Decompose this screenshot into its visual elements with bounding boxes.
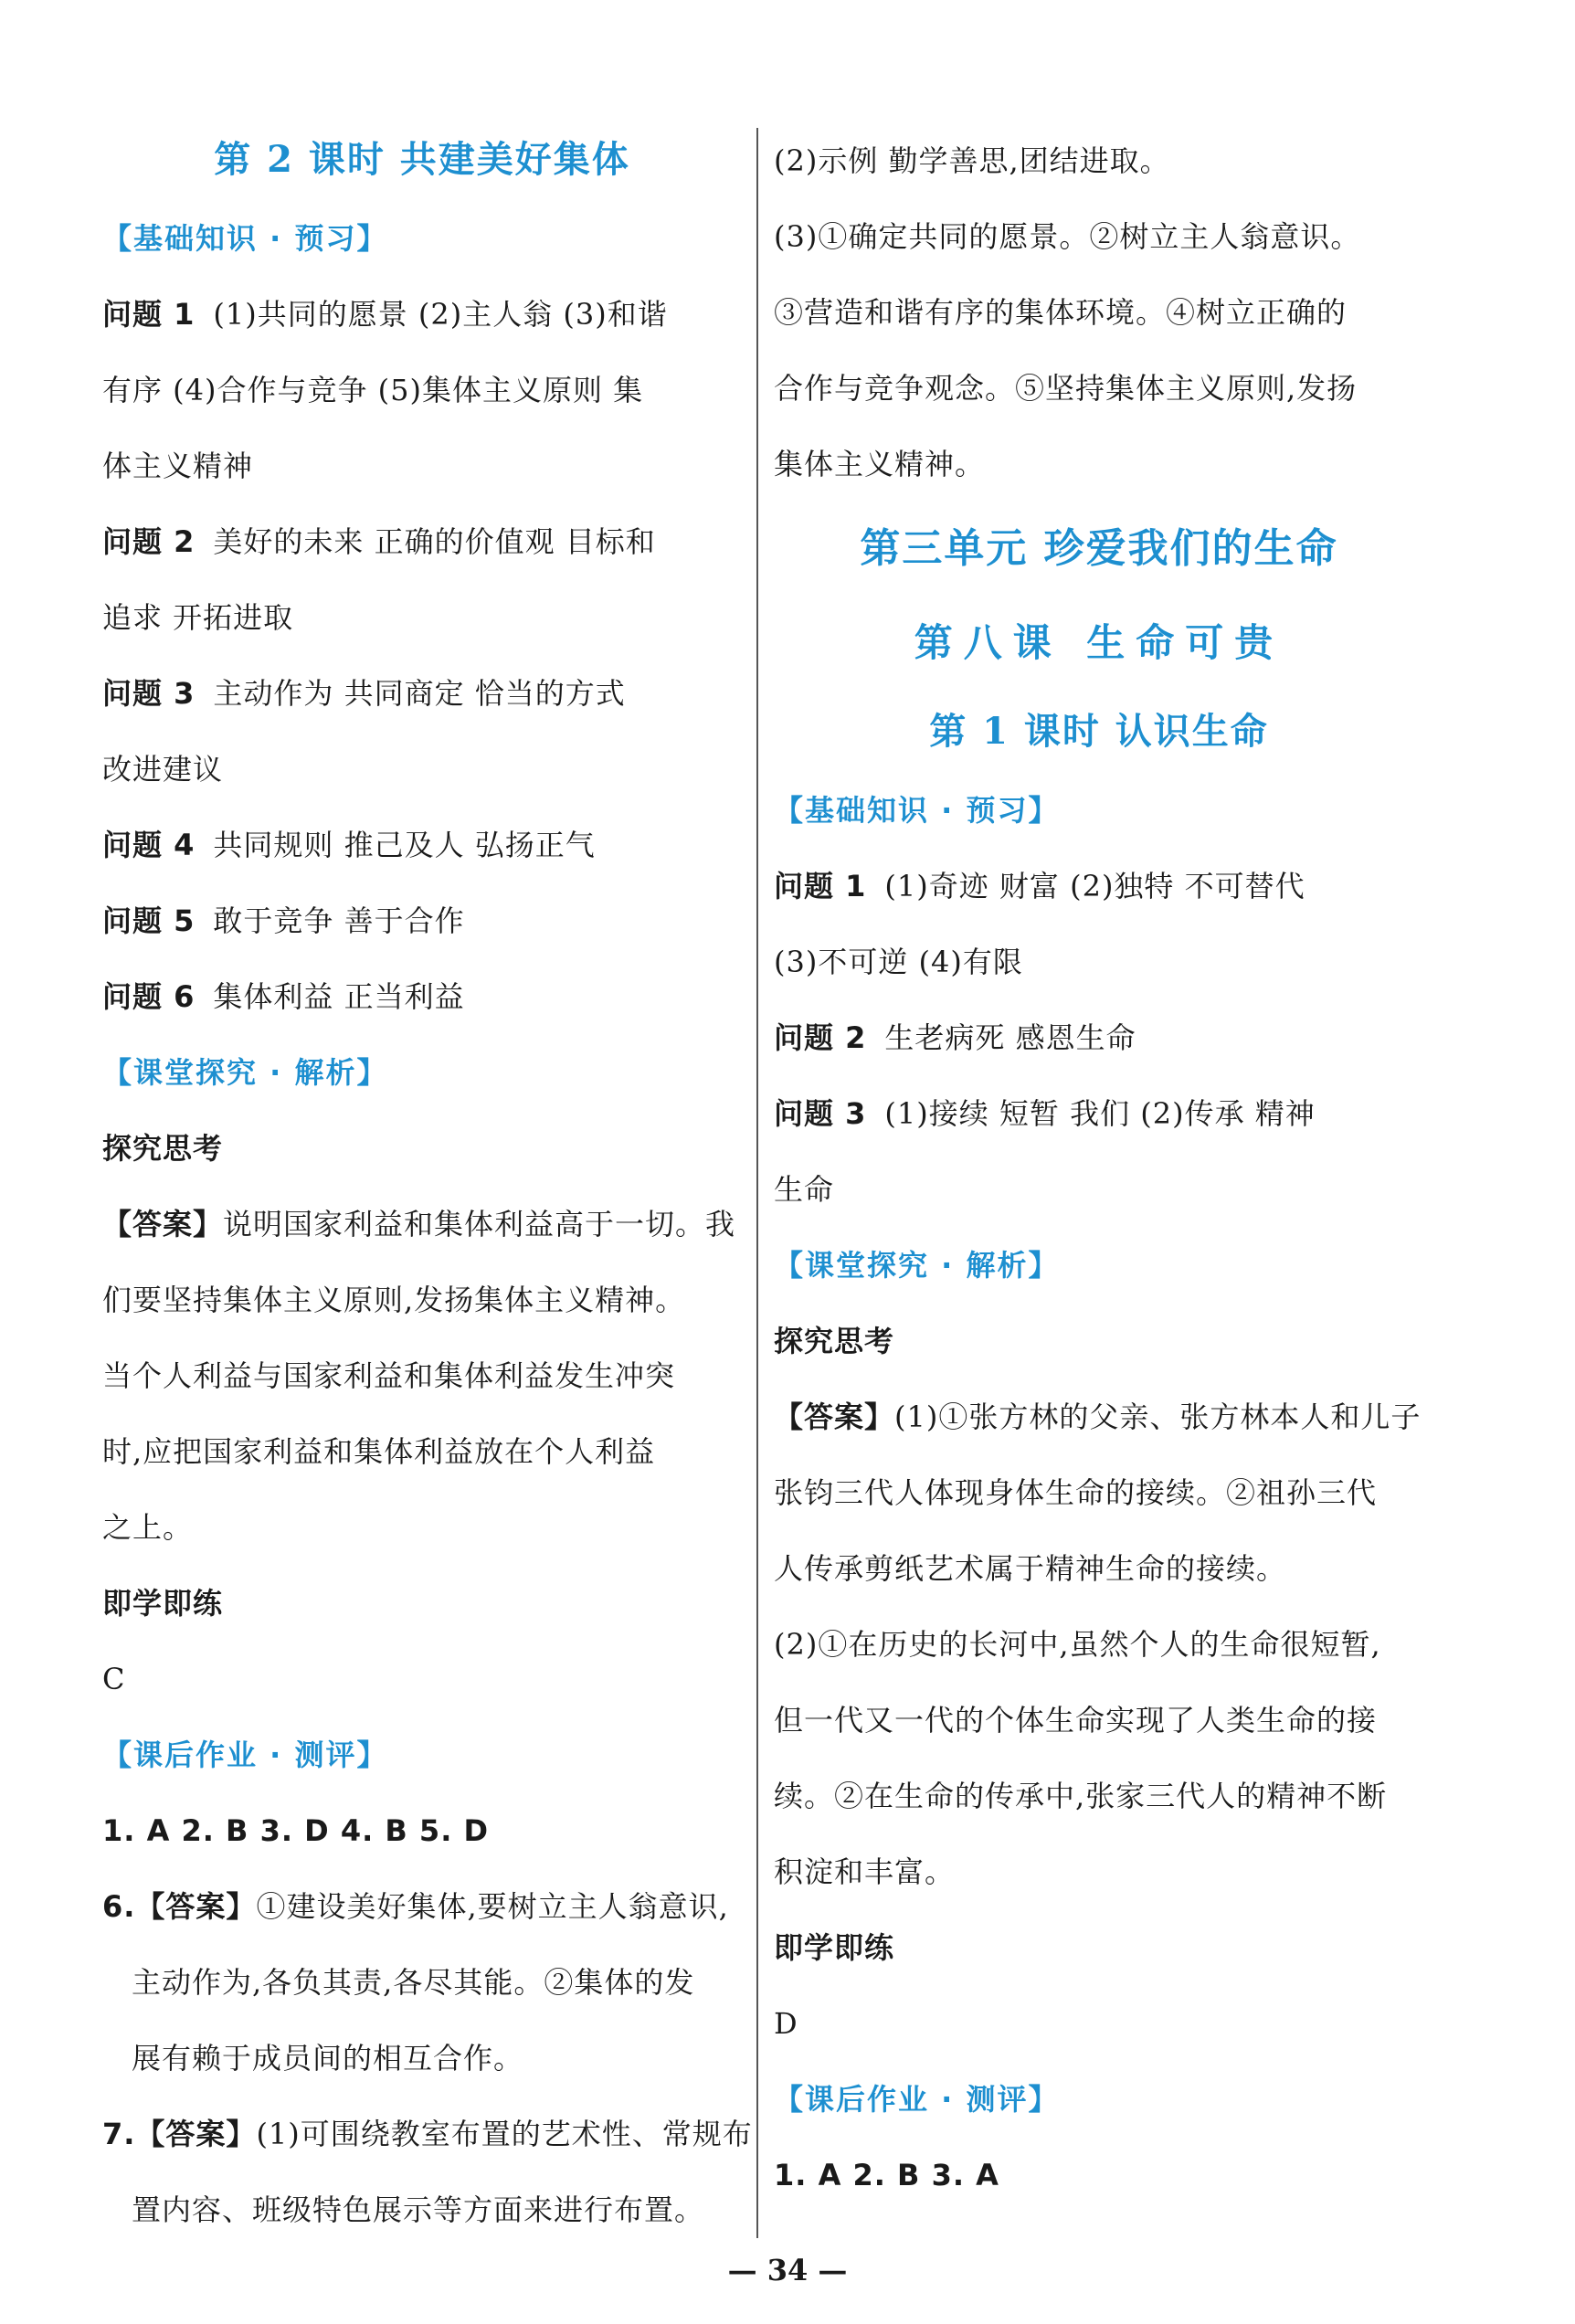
answer-line: 积淀和丰富。: [774, 1854, 956, 1889]
section-basic-knowledge: 【基础知识 · 预习】: [774, 793, 1060, 828]
continued-answer: 合作与竞争观念。⑤坚持集体主义原则,发扬: [774, 371, 1358, 406]
column-divider: [756, 128, 758, 2238]
answer-line: 当个人利益与国家利益和集体利益发生冲突: [102, 1358, 676, 1393]
lesson-title: 第 1 课时 认识生命: [929, 710, 1269, 753]
question-4: 问题 4 共同规则 推己及人 弘扬正气: [102, 828, 596, 862]
section-classroom-explore: 【课堂探究 · 解析】: [774, 1248, 1060, 1283]
answer-line: 人传承剪纸艺术属于精神生命的接续。: [774, 1551, 1287, 1586]
practice-answer: D: [774, 2006, 798, 2041]
question-3-cont: 生命: [774, 1172, 835, 1207]
answer-line: 时,应把国家利益和集体利益放在个人利益: [102, 1434, 656, 1469]
practice-answer: C: [102, 1662, 126, 1696]
right-column: [774, 123, 1424, 2213]
answer-line: 【答案】(1)①张方林的父亲、张方林本人和儿子: [774, 1400, 1422, 1434]
question-3-cont: 改进建议: [102, 752, 224, 787]
answer-line: 【答案】说明国家利益和集体利益高于一切。我: [102, 1207, 736, 1241]
answer-line: 续。②在生命的传承中,张家三代人的精神不断: [774, 1779, 1388, 1813]
homework-6-cont: 展有赖于成员间的相互合作。: [132, 2041, 524, 2076]
question-1: 问题 1 (1)奇迹 财富 (2)独特 不可替代: [774, 869, 1305, 903]
question-1-cont: 体主义精神: [102, 449, 254, 483]
left-column: [102, 119, 753, 2248]
homework-6-cont: 主动作为,各负其责,各尽其能。②集体的发: [132, 1965, 695, 2000]
answer-line: (2)①在历史的长河中,虽然个人的生命很短暂,: [774, 1627, 1381, 1662]
homework-choice-answers: 1. A 2. B 3. D 4. B 5. D: [102, 1813, 490, 1848]
question-1-cont: (3)不可逆 (4)有限: [774, 945, 1023, 979]
answer-line: 张钧三代人体现身体生命的接续。②祖孙三代: [774, 1475, 1378, 1510]
homework-6: 6.【答案】①建设美好集体,要树立主人翁意识,: [102, 1889, 729, 1924]
practice-heading: 即学即练: [774, 1930, 895, 1965]
continued-answer: 集体主义精神。: [774, 447, 986, 481]
question-2: 问题 2 生老病死 感恩生命: [774, 1020, 1136, 1055]
homework-7: 7.【答案】(1)可围绕教室布置的艺术性、常规布: [102, 2117, 753, 2151]
answer-line: 但一代又一代的个体生命实现了人类生命的接: [774, 1703, 1378, 1738]
continued-answer: (2)示例 勤学善思,团结进取。: [774, 143, 1170, 178]
lesson-title: 第 2 课时 共建美好集体: [214, 138, 630, 181]
section-homework: 【课后作业 · 测评】: [774, 2082, 1060, 2117]
question-1: 问题 1 (1)共同的愿景 (2)主人翁 (3)和谐: [102, 297, 668, 332]
question-5: 问题 5 敢于竞争 善于合作: [102, 903, 465, 938]
section-classroom-explore: 【课堂探究 · 解析】: [102, 1055, 388, 1090]
page-number: — 34 —: [727, 2253, 848, 2287]
question-2-cont: 追求 开拓进取: [102, 600, 294, 635]
homework-choice-answers: 1. A 2. B 3. A: [774, 2158, 999, 2192]
question-1-cont: 有序 (4)合作与竞争 (5)集体主义原则 集: [102, 373, 644, 407]
question-6: 问题 6 集体利益 正当利益: [102, 979, 465, 1014]
practice-heading: 即学即练: [102, 1586, 224, 1621]
question-3: 问题 3 (1)接续 短暂 我们 (2)传承 精神: [774, 1096, 1316, 1131]
answer-line: 之上。: [102, 1510, 194, 1545]
section-homework: 【课后作业 · 测评】: [102, 1738, 388, 1772]
lesson-heading: 第八课 生命可贵: [914, 620, 1284, 665]
explore-heading: 探究思考: [774, 1324, 895, 1358]
section-basic-knowledge: 【基础知识 · 预习】: [102, 221, 388, 256]
unit-title: 第三单元 珍爱我们的生命: [860, 525, 1338, 572]
question-2: 问题 2 美好的未来 正确的价值观 目标和: [102, 524, 656, 559]
question-3: 问题 3 主动作为 共同商定 恰当的方式: [102, 676, 626, 711]
continued-answer: (3)①确定共同的愿景。②树立主人翁意识。: [774, 219, 1361, 254]
explore-heading: 探究思考: [102, 1131, 224, 1166]
continued-answer: ③营造和谐有序的集体环境。④树立正确的: [774, 295, 1348, 330]
answer-line: 们要坚持集体主义原则,发扬集体主义精神。: [102, 1283, 686, 1317]
homework-7-cont: 置内容、班级特色展示等方面来进行布置。: [132, 2192, 705, 2227]
